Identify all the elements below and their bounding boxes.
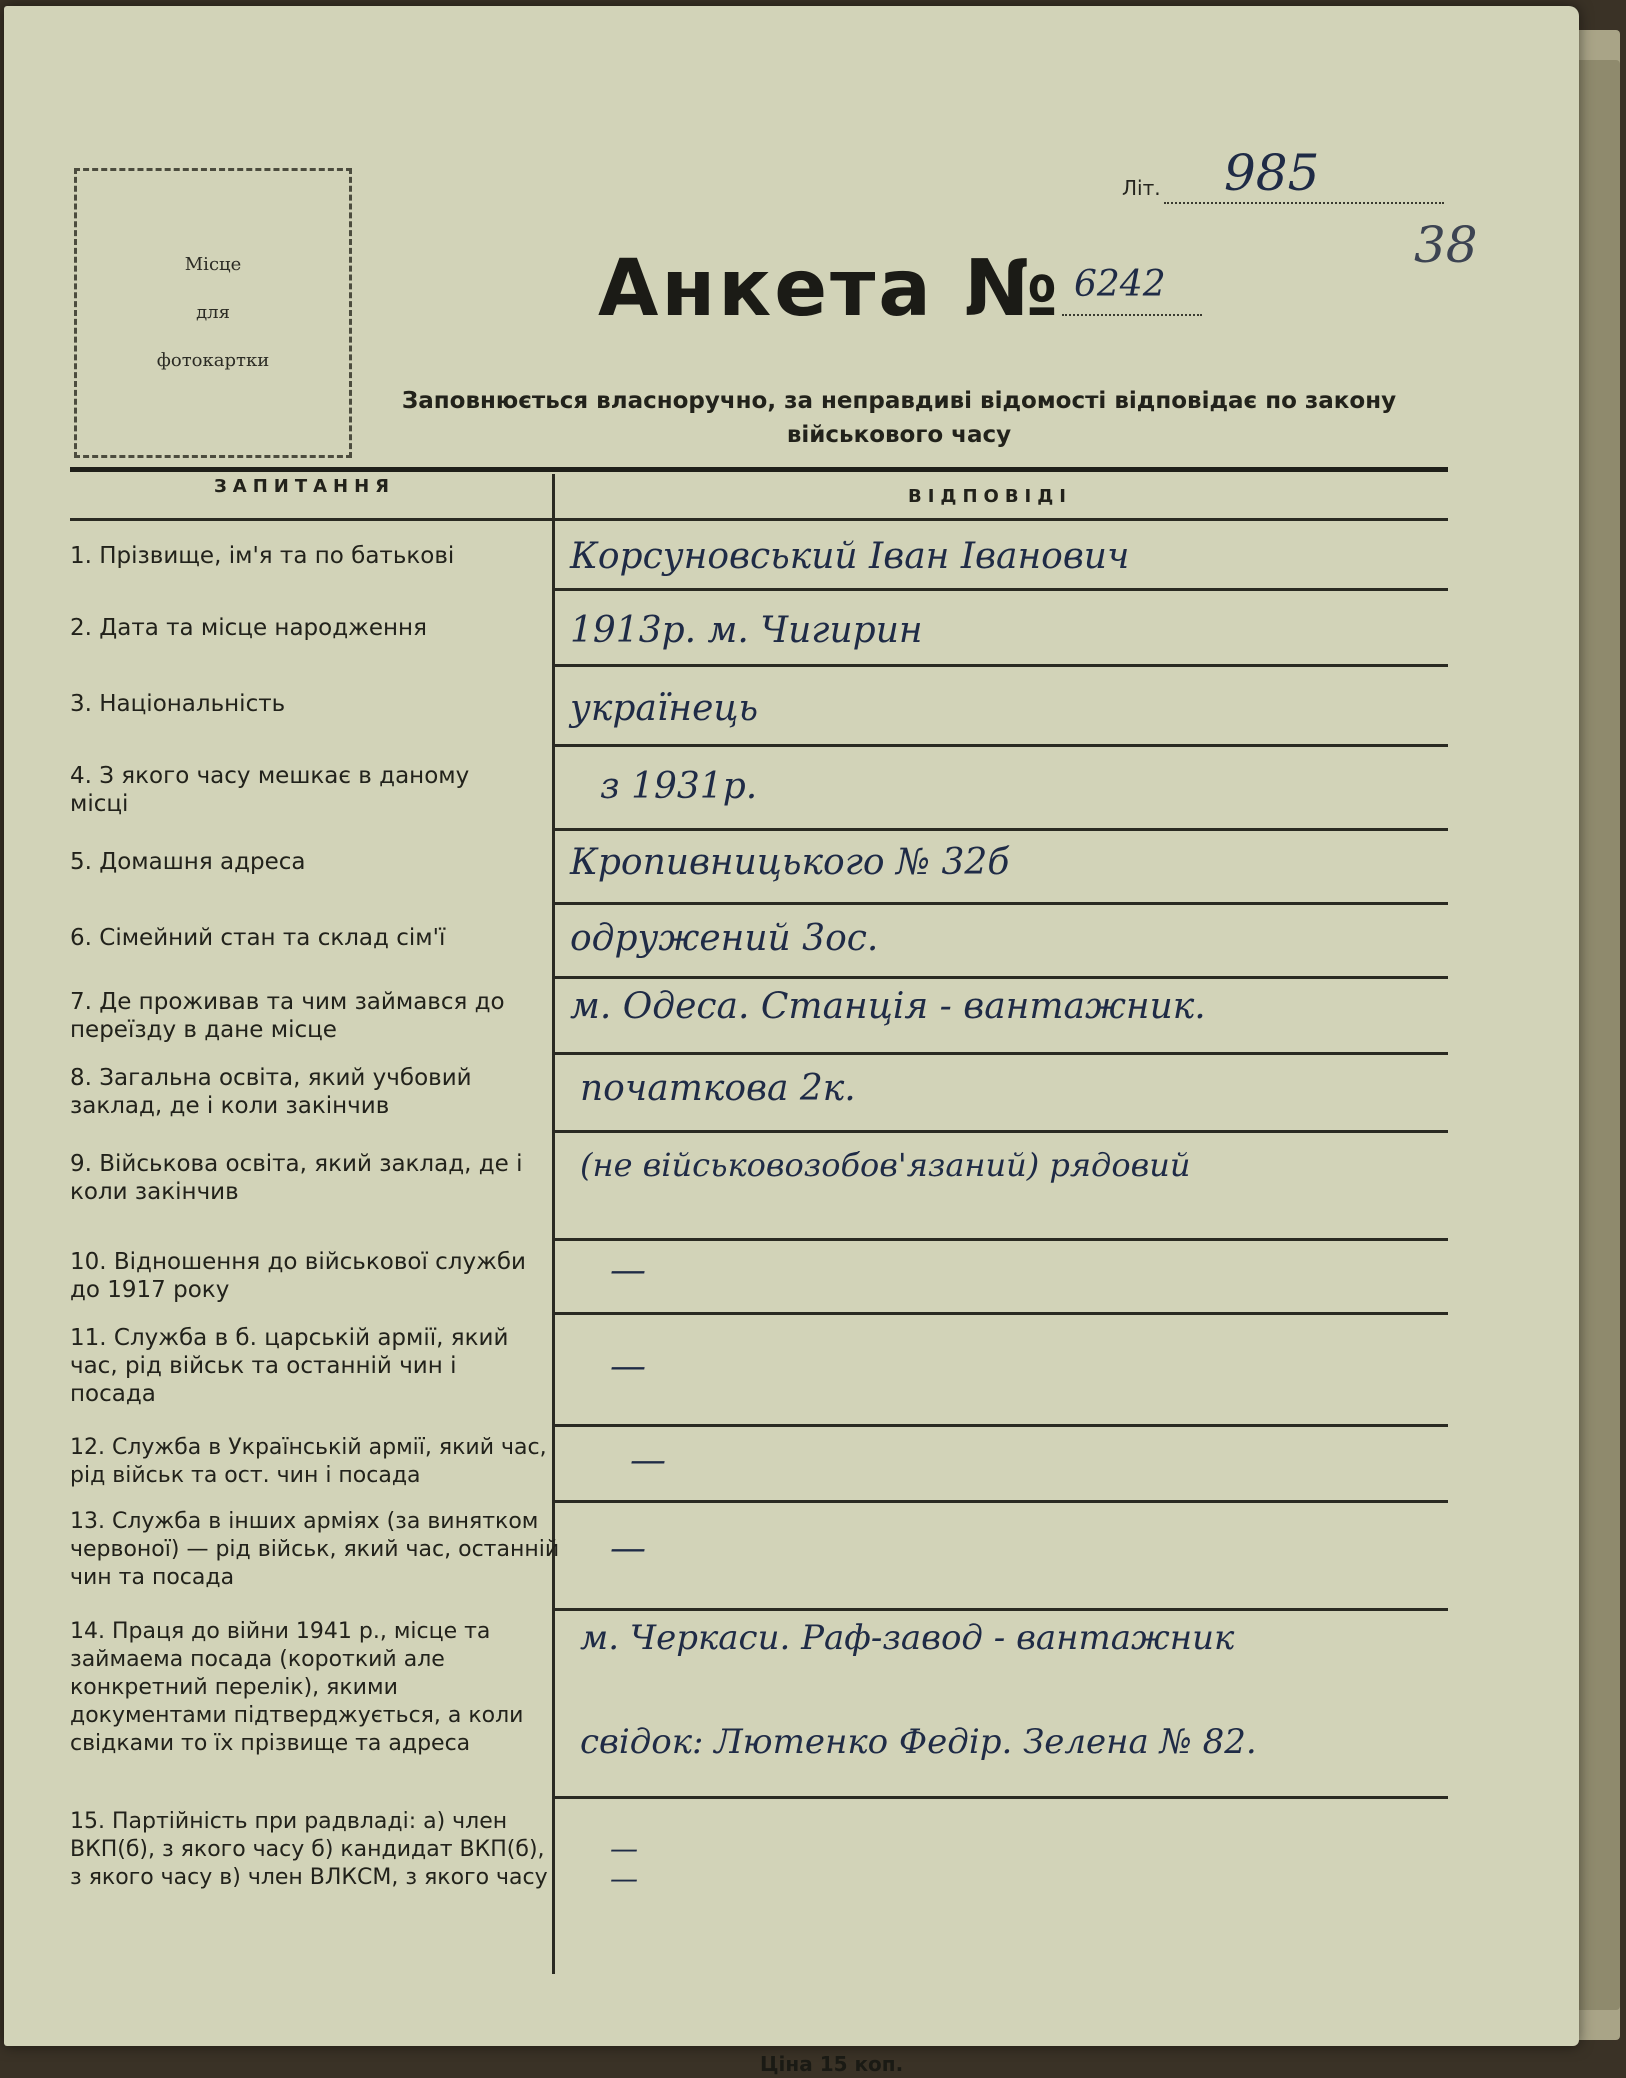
instructions-text: Заповнюється власноручно, за неправдиві відомості відповідає по закону військового часу xyxy=(401,388,1397,448)
row-separator xyxy=(552,1424,1448,1427)
row-separator xyxy=(552,1796,1448,1799)
photo-label-line-2: для xyxy=(196,302,230,323)
number-fill-line xyxy=(1062,314,1202,316)
page-title: Анкета № xyxy=(598,244,1061,334)
answer-7: м. Одеса. Станція - вантажник. xyxy=(570,986,1206,1027)
question-11: 11. Служба в б. царській армії, який час, рід військ та останній чин і посада xyxy=(70,1325,509,1407)
row-separator xyxy=(552,828,1448,831)
row-separator xyxy=(552,1238,1448,1241)
answer-12: — xyxy=(630,1440,666,1481)
answer-14-line-1: м. Черкаси. Раф-завод - вантажник xyxy=(580,1618,1235,1658)
question-9: 9. Військова освіта, який заклад, де і коли закінчив xyxy=(70,1151,523,1205)
answer-11: — xyxy=(610,1346,646,1387)
lit-label: Літ. xyxy=(1122,176,1161,200)
questions-column-header: ЗАПИТАННЯ xyxy=(214,476,396,497)
answer-8: початкова 2к. xyxy=(580,1068,856,1109)
answer-13: — xyxy=(610,1528,646,1569)
answer-10: — xyxy=(610,1250,646,1291)
question-15: 15. Партійність при радвладі: а) член ВКП(б), з якого часу б) кандидат ВКП(б), з якого часу в) член ВЛКСМ, з якого часу xyxy=(70,1809,548,1890)
price-footer: Ціна 15 коп. xyxy=(760,2052,904,2076)
question-4: 4. З якого часу мешкає в даному місці xyxy=(70,763,470,817)
answer-3: українець xyxy=(570,688,759,729)
row-separator xyxy=(552,1052,1448,1055)
row-separator xyxy=(552,1312,1448,1315)
answer-2: 1913р. м. Чигирин xyxy=(570,610,923,651)
questionnaire-page xyxy=(4,6,1579,2046)
row-separator xyxy=(552,1500,1448,1503)
row-separator xyxy=(552,902,1448,905)
question-3: 3. Національність xyxy=(70,691,286,717)
row-separator xyxy=(552,588,1448,591)
row-separator xyxy=(552,1608,1448,1611)
answer-5: Кропивницького № 32б xyxy=(570,842,1010,883)
answers-column-header: ВІДПОВІДІ xyxy=(908,486,1072,507)
question-2: 2. Дата та місце народження xyxy=(70,615,427,641)
side-number: 38 xyxy=(1414,216,1478,274)
answer-14-line-2: свідок: Лютенко Федір. Зелена № 82. xyxy=(580,1722,1257,1762)
answer-4: з 1931р. xyxy=(600,766,758,807)
question-1: 1. Прізвище, ім'я та по батькові xyxy=(70,543,455,569)
answer-15-line-2: — xyxy=(610,1862,638,1895)
question-7: 7. Де проживав та чим займався до переїзду в дане місце xyxy=(70,989,505,1043)
row-separator xyxy=(552,664,1448,667)
answer-1: Корсуновський Іван Іванович xyxy=(570,536,1130,577)
header-rule xyxy=(70,467,1448,472)
row-separator xyxy=(552,744,1448,747)
lit-fill-line xyxy=(1164,202,1444,204)
column-header-rule xyxy=(70,518,1448,521)
lit-value: 985 xyxy=(1224,144,1320,202)
question-8: 8. Загальна освіта, який учбовий заклад, де і коли закінчив xyxy=(70,1065,472,1119)
photo-label-line-1: Місце xyxy=(184,254,242,275)
question-14: 14. Праця до війни 1941 р., місце та займаема посада (короткий але конкретний перелік), якими документами підтверджується, а коли свідками то їх прізвище та адреса xyxy=(70,1619,524,1756)
answer-9: (не військовозобов'язаний) рядовий xyxy=(580,1146,1191,1184)
photo-label-line-3: фотокартки xyxy=(156,350,270,371)
row-separator xyxy=(552,1130,1448,1133)
row-separator xyxy=(552,976,1448,979)
question-12: 12. Служба в Українській армії, який час, рід військ та ост. чин і посада xyxy=(70,1435,547,1488)
question-6: 6. Сімейний стан та склад сім'ї xyxy=(70,925,446,951)
questionnaire-number: 6242 xyxy=(1074,264,1166,305)
question-5: 5. Домашня адреса xyxy=(70,849,306,875)
answer-15-line-1: — xyxy=(610,1832,638,1865)
question-10: 10. Відношення до військової служби до 1917 року xyxy=(70,1249,526,1303)
question-13: 13. Служба в інших арміях (за винятком червоної) — рід військ, який час, останній чин та посада xyxy=(70,1509,560,1590)
photo-placeholder xyxy=(74,168,352,458)
answer-6: одружений 3ос. xyxy=(570,918,879,959)
